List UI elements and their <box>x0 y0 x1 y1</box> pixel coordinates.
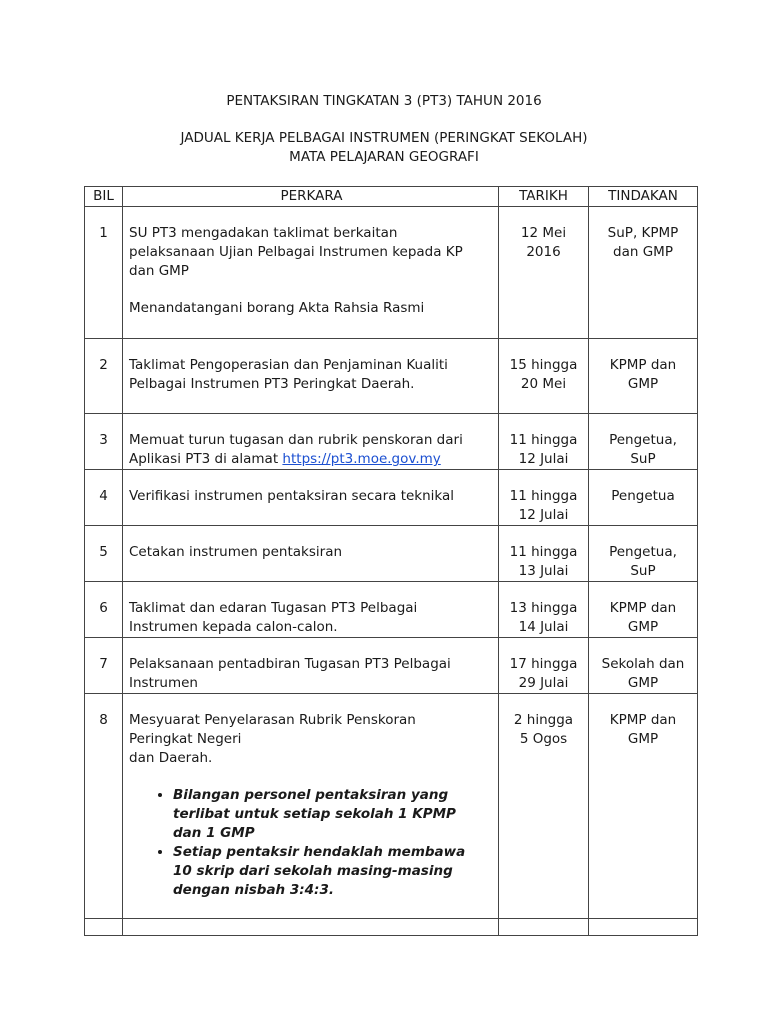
cell-tindakan: SuP, KPMP dan GMP <box>589 207 698 339</box>
cell-tindakan: Pengetua, SuP <box>589 414 698 470</box>
cell-bil: 4 <box>85 470 123 526</box>
schedule-table <box>84 186 698 936</box>
cell-bil: 3 <box>85 414 123 470</box>
cell-tarikh: 11 hingga 12 Julai <box>499 470 589 526</box>
pt3-portal-link[interactable]: https://pt3.moe.gov.my <box>282 451 441 467</box>
cell-tindakan: KPMP dan GMP <box>589 339 698 414</box>
table-row <box>85 207 698 339</box>
table-row <box>85 582 698 638</box>
cell-perkara: Cetakan instrumen pentaksiran <box>123 526 499 582</box>
address-prefix: Aplikasi PT3 di alamat <box>129 451 283 467</box>
cell-tarikh: 11 hingga 13 Julai <box>499 526 589 582</box>
cell-bil: 2 <box>85 339 123 414</box>
cell-bil: 8 <box>85 694 123 919</box>
cell-tindakan: KPMP dan GMP <box>589 582 698 638</box>
cell-tarikh: 13 hingga 14 Julai <box>499 582 589 638</box>
cell-bil: 7 <box>85 638 123 694</box>
empty-table-row <box>85 919 698 936</box>
cell-perkara: Mesyuarat Penyelarasan Rubrik Penskoran Peringkat Negeri dan Daerah. • Bilangan personel pentaksiran yang terlibat untuk setiap sekolah 1 KPMP dan 1 GMP • Setiap pentaksir hendaklah membawa 10 skrip dari sekolah masing-masing dengan nisbah 3:4:3. <box>123 694 499 919</box>
table-row <box>85 694 698 919</box>
cell-perkara: Pelaksanaan pentadbiran Tugasan PT3 Pelbagai Instrumen <box>123 638 499 694</box>
table-row <box>85 339 698 414</box>
cell-perkara: SU PT3 mengadakan taklimat berkaitan pelaksanaan Ujian Pelbagai Instrumen kepada KP dan GMP Menandatangani borang Akta Rahsia Rasmi <box>123 207 499 339</box>
bullet-item: • Bilangan personel pentaksiran yang terlibat untuk setiap sekolah 1 KPMP dan 1 GMP <box>173 786 494 843</box>
header-tarikh: TARIKH <box>499 187 589 207</box>
cell-perkara: Taklimat Pengoperasian dan Penjaminan Kualiti Pelbagai Instrumen PT3 Peringkat Daerah. <box>123 339 499 414</box>
cell-tindakan: Pengetua <box>589 470 698 526</box>
cell-tarikh: 15 hingga 20 Mei <box>499 339 589 414</box>
table-row <box>85 470 698 526</box>
cell-tindakan: Sekolah dan GMP <box>589 638 698 694</box>
table-row <box>85 526 698 582</box>
cell-tarikh: 17 hingga 29 Julai <box>499 638 589 694</box>
cell-bil: 1 <box>85 207 123 339</box>
cell-perkara: Verifikasi instrumen pentaksiran secara teknikal <box>123 470 499 526</box>
cell-tarikh: 11 hingga 12 Julai <box>499 414 589 470</box>
table-header-row <box>85 187 698 207</box>
header-tindakan: TINDAKAN <box>589 187 698 207</box>
cell-perkara: Taklimat dan edaran Tugasan PT3 Pelbagai Instrumen kepada calon-calon. <box>123 582 499 638</box>
cell-perkara <box>123 919 499 936</box>
cell-bil <box>85 919 123 936</box>
cell-perkara: Memuat turun tugasan dan rubrik penskoran dari Aplikasi PT3 di alamat https://pt3.moe.gov.my <box>123 414 499 470</box>
cell-tarikh <box>499 919 589 936</box>
subject-title: MATA PELAJARAN GEOGRAFI <box>289 149 479 165</box>
cell-tindakan: Pengetua, SuP <box>589 526 698 582</box>
cell-tarikh: 2 hingga 5 Ogos <box>499 694 589 919</box>
cell-bil: 6 <box>85 582 123 638</box>
header-bil: BIL <box>85 187 123 207</box>
header-perkara: PERKARA <box>123 187 499 207</box>
bullet-item: • Setiap pentaksir hendaklah membawa 10 skrip dari sekolah masing-masing dengan nisbah 3:4:3. <box>173 843 494 900</box>
document-title: PENTAKSIRAN TINGKATAN 3 (PT3) TAHUN 2016 <box>226 93 542 109</box>
schedule-title: JADUAL KERJA PELBAGAI INSTRUMEN (PERINGKAT SEKOLAH) <box>180 130 588 146</box>
cell-tindakan: KPMP dan GMP <box>589 694 698 919</box>
bullet-list <box>129 786 494 900</box>
cell-tindakan <box>589 919 698 936</box>
table-row <box>85 414 698 470</box>
table-row <box>85 638 698 694</box>
cell-tarikh: 12 Mei 2016 <box>499 207 589 339</box>
cell-bil: 5 <box>85 526 123 582</box>
